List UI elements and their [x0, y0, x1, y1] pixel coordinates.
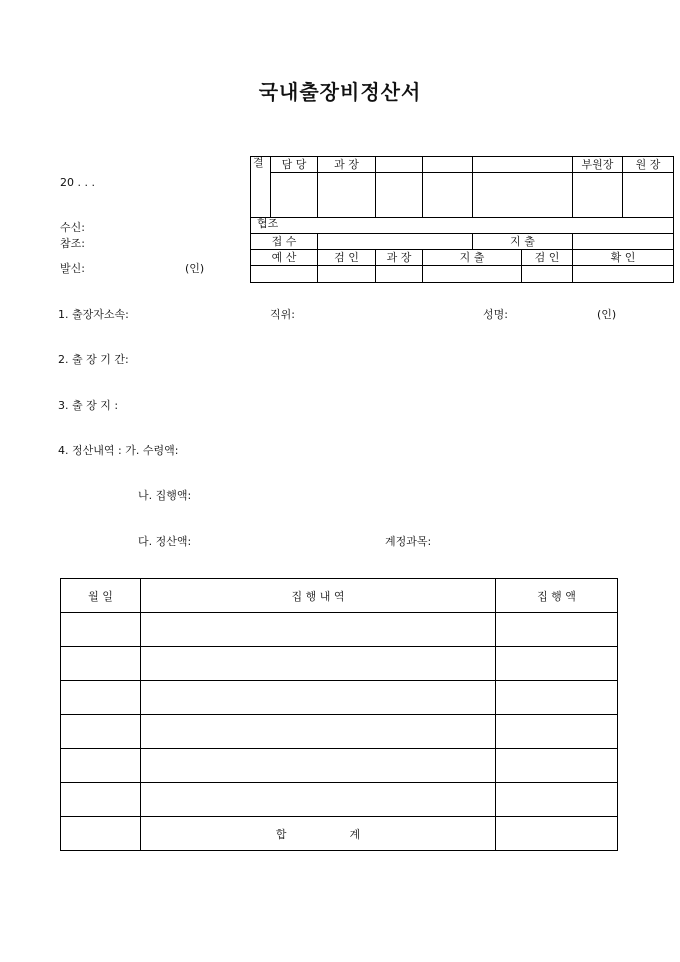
ledger-total-row — [61, 817, 618, 851]
approval-header — [376, 157, 423, 173]
ledger-header-date: 월 일 — [61, 579, 141, 613]
stamp-cell[interactable] — [251, 266, 318, 283]
ledger-cell[interactable] — [496, 715, 618, 749]
sender-seal: (인) — [185, 262, 205, 275]
signature-cell[interactable] — [271, 173, 318, 218]
stamp-cell[interactable] — [522, 266, 573, 283]
budget-label: 예 산 — [251, 250, 318, 266]
position-label: 직위: — [270, 308, 295, 321]
account-label: 계정과목: — [385, 535, 432, 548]
signature-cell[interactable] — [473, 173, 573, 218]
executed-amount-label: 나. 집행액: — [138, 489, 192, 502]
approval-header: 원 장 — [623, 157, 674, 173]
expense-label: 지 출 — [423, 250, 522, 266]
ledger-cell[interactable] — [141, 613, 496, 647]
ledger-cell[interactable] — [61, 817, 141, 851]
ledger-cell[interactable] — [61, 715, 141, 749]
ledger-cell[interactable] — [61, 749, 141, 783]
trip-period-label: 2. 출 장 기 간: — [58, 353, 129, 366]
approval-header — [473, 157, 573, 173]
table-row — [61, 749, 618, 783]
ledger-cell[interactable] — [496, 681, 618, 715]
stamp-cell[interactable] — [573, 266, 674, 283]
manager-label: 과 장 — [376, 250, 423, 266]
approval-table — [250, 156, 674, 283]
approval-header — [423, 157, 473, 173]
stamp-cell[interactable] — [423, 266, 522, 283]
approval-header: 담 당 — [271, 157, 318, 173]
ledger-cell[interactable] — [141, 681, 496, 715]
ledger-cell[interactable] — [141, 715, 496, 749]
traveler-affiliation-label: 1. 출장자소속: — [58, 308, 129, 321]
ledger-cell[interactable] — [141, 749, 496, 783]
ledger-cell[interactable] — [61, 783, 141, 817]
signature-cell[interactable] — [318, 173, 376, 218]
ledger-cell[interactable] — [141, 647, 496, 681]
signature-cell[interactable] — [376, 173, 423, 218]
ledger-cell[interactable] — [496, 647, 618, 681]
receipt-label: 접 수 — [251, 234, 318, 250]
name-label: 성명: — [483, 308, 508, 321]
ledger-cell[interactable] — [496, 613, 618, 647]
expenditure-cell[interactable] — [573, 234, 674, 250]
ledger-cell[interactable] — [61, 613, 141, 647]
table-row — [61, 715, 618, 749]
ledger-cell[interactable] — [496, 749, 618, 783]
ledger-total-amount[interactable] — [496, 817, 618, 851]
stamp-cell[interactable] — [376, 266, 423, 283]
page-title: 국내출장비정산서 — [258, 80, 422, 104]
date-field: 20 . . . — [60, 176, 95, 189]
stamp-cell[interactable] — [318, 266, 376, 283]
check-label: 검 인 — [318, 250, 376, 266]
recipient-label: 수신: — [60, 221, 85, 234]
table-row — [61, 681, 618, 715]
signature-cell[interactable] — [423, 173, 473, 218]
ledger-header-detail: 집 행 내 역 — [141, 579, 496, 613]
approval-header: 부원장 — [573, 157, 623, 173]
check-label: 검 인 — [522, 250, 573, 266]
table-row — [61, 647, 618, 681]
sender-label: 발신: — [60, 262, 85, 275]
ledger-total-label: 합 계 — [141, 817, 496, 851]
approval-header: 과 장 — [318, 157, 376, 173]
signature-cell[interactable] — [623, 173, 674, 218]
received-amount-label: 4. 정산내역 : 가. 수령액: — [58, 444, 179, 457]
traveler-seal: (인) — [597, 308, 617, 321]
table-row — [61, 613, 618, 647]
confirm-label: 확 인 — [573, 250, 674, 266]
ledger-cell[interactable] — [141, 783, 496, 817]
ledger-cell[interactable] — [496, 783, 618, 817]
expense-ledger-table — [60, 578, 618, 851]
expenditure-label: 지 출 — [473, 234, 573, 250]
destination-label: 3. 출 장 지 : — [58, 399, 119, 412]
receipt-cell[interactable] — [318, 234, 473, 250]
table-row — [61, 783, 618, 817]
signature-cell[interactable] — [573, 173, 623, 218]
ledger-cell[interactable] — [61, 681, 141, 715]
settlement-amount-label: 다. 정산액: — [138, 535, 192, 548]
ledger-header-amount: 집 행 액 — [496, 579, 618, 613]
ledger-cell[interactable] — [61, 647, 141, 681]
approval-gyeol: 결 — [251, 157, 271, 218]
approval-hyeopjo: 협조 — [251, 218, 674, 234]
reference-label: 참조: — [60, 237, 85, 250]
